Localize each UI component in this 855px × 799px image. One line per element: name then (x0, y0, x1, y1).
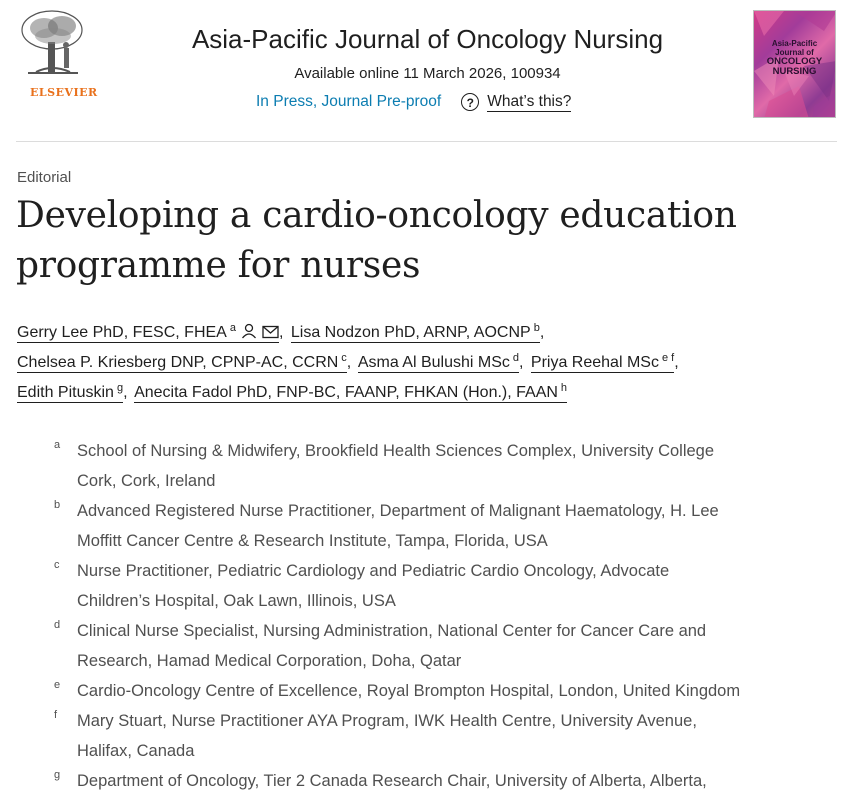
affiliation-label: b (54, 499, 61, 511)
journal-header (0, 0, 855, 142)
affiliation-label: e (54, 679, 61, 691)
affiliation-text-line: Nurse Practitioner, Pediatric Cardiology and Pediatric Cardio Oncology, Advocate (77, 562, 670, 580)
author-affiliation-sup: h (560, 382, 568, 394)
affiliation-item (17, 496, 847, 556)
affiliation-text-line: Mary Stuart, Nurse Practitioner AYA Program, IWK Health Centre, University Avenue, (77, 712, 697, 730)
cover-title-line2: ONCOLOGY (766, 56, 823, 67)
question-mark-icon[interactable]: ? (461, 93, 479, 111)
affiliation-label: d (54, 619, 61, 631)
author-link[interactable] (17, 384, 123, 403)
author-name: Asma Al Bulushi MSc (357, 354, 510, 371)
cover-title-line3: NURSING (772, 66, 817, 77)
author-link[interactable] (134, 384, 567, 403)
author-link[interactable] (291, 324, 540, 343)
author-name: Edith Pituskin (17, 384, 114, 401)
author-affiliation-sup: e f (661, 352, 675, 364)
author-link[interactable] (358, 354, 519, 373)
author-link[interactable] (17, 324, 279, 343)
affiliation-text-line: Halifax, Canada (77, 742, 195, 760)
in-press-status: In Press, Journal Pre-proof (256, 93, 442, 110)
author-affiliation-sup: g (116, 382, 124, 394)
affiliation-text-line: Department of Oncology, Tier 2 Canada Research Chair, University of Alberta, Alberta, (77, 772, 707, 790)
author-name: Gerry Lee PhD, FESC, FHEA (17, 324, 227, 341)
author-affiliation-sup: b (533, 322, 540, 334)
affiliation-item (17, 616, 847, 676)
affiliation-text-line: School of Nursing & Midwifery, Brookfield Health Sciences Complex, University College (77, 442, 715, 460)
affiliation-label: c (54, 559, 60, 571)
whats-this-link[interactable]: What’s this? (487, 92, 572, 110)
affiliation-label: a (54, 439, 61, 451)
affiliation-text-line: Moffitt Cancer Centre & Research Institute, Tampa, Florida, USA (77, 532, 548, 550)
article-title: Developing a cardio-oncology education programme for nurses (16, 195, 737, 286)
affiliation-label: g (54, 769, 61, 781)
author-name: Priya Reehal MSc (530, 354, 659, 371)
person-icon[interactable] (241, 323, 257, 339)
journal-cover-image[interactable] (753, 10, 836, 118)
author-affiliation-sup: d (512, 352, 519, 364)
author-link[interactable] (531, 354, 674, 373)
author-name: Lisa Nodzon PhD, ARNP, AOCNP (290, 324, 531, 341)
author-link[interactable] (17, 354, 347, 373)
affiliation-text-line: Cork, Cork, Ireland (77, 472, 216, 490)
affiliation-item (17, 766, 847, 796)
author-name: Chelsea P. Kriesberg DNP, CPNP-AC, CCRN (17, 354, 339, 371)
affiliation-list (17, 436, 847, 796)
journal-title[interactable]: Asia-Pacific Journal of Oncology Nursing (191, 24, 664, 54)
affiliation-text-line: Cardio-Oncology Centre of Excellence, Royal Brompton Hospital, London, United Kingdom (77, 682, 741, 700)
available-online-date: Available online 11 March 2026, 100934 (294, 65, 561, 82)
author-list: Gerry Lee PhD, FESC, FHEA $^a$ , Lisa Nodzon PhD, ARNP, AOCNP $^b$, Chelsea P. Kriesberg DNP, CPNP-AC, CCRN $^c$, Asma Al Bulushi MSc $^d$, Priya Reehal MSc $^{e f}$, Edith Pituskin $^g$, Anecita Fadol PhD, FNP-BC, FAANP, FHKAN (Hon.), FAAN $^h$ (17, 322, 679, 401)
article-type: Editorial (17, 169, 72, 186)
mail-icon[interactable] (262, 325, 279, 339)
affiliation-item (17, 556, 847, 616)
affiliation-text-line: Children’s Hospital, Oak Lawn, Illinois, USA (77, 592, 396, 610)
affiliation-text-line: Clinical Nurse Specialist, Nursing Administration, National Center for Cancer Care and (77, 622, 707, 640)
header-divider (16, 141, 837, 142)
cover-title-line1: Asia-Pacific Journal of (771, 39, 818, 57)
affiliation-label: f (54, 709, 58, 721)
author-affiliation-sup: c (341, 352, 347, 364)
affiliation-text-line: Advanced Registered Nurse Practitioner, Department of Malignant Haematology, H. Lee (77, 502, 719, 520)
affiliation-item (17, 436, 847, 496)
author-affiliation-sup: a (229, 322, 236, 334)
affiliation-item (17, 706, 847, 766)
cover-title (758, 39, 831, 77)
affiliation-item (17, 676, 847, 706)
author-name: Anecita Fadol PhD, FNP-BC, FAANP, FHKAN (Hon.), FAAN (134, 384, 558, 401)
publisher-wordmark: ELSEVIER (30, 86, 98, 99)
article-status-row (256, 91, 571, 113)
affiliation-text-line: Research, Hamad Medical Corporation, Doha, Qatar (77, 652, 462, 670)
